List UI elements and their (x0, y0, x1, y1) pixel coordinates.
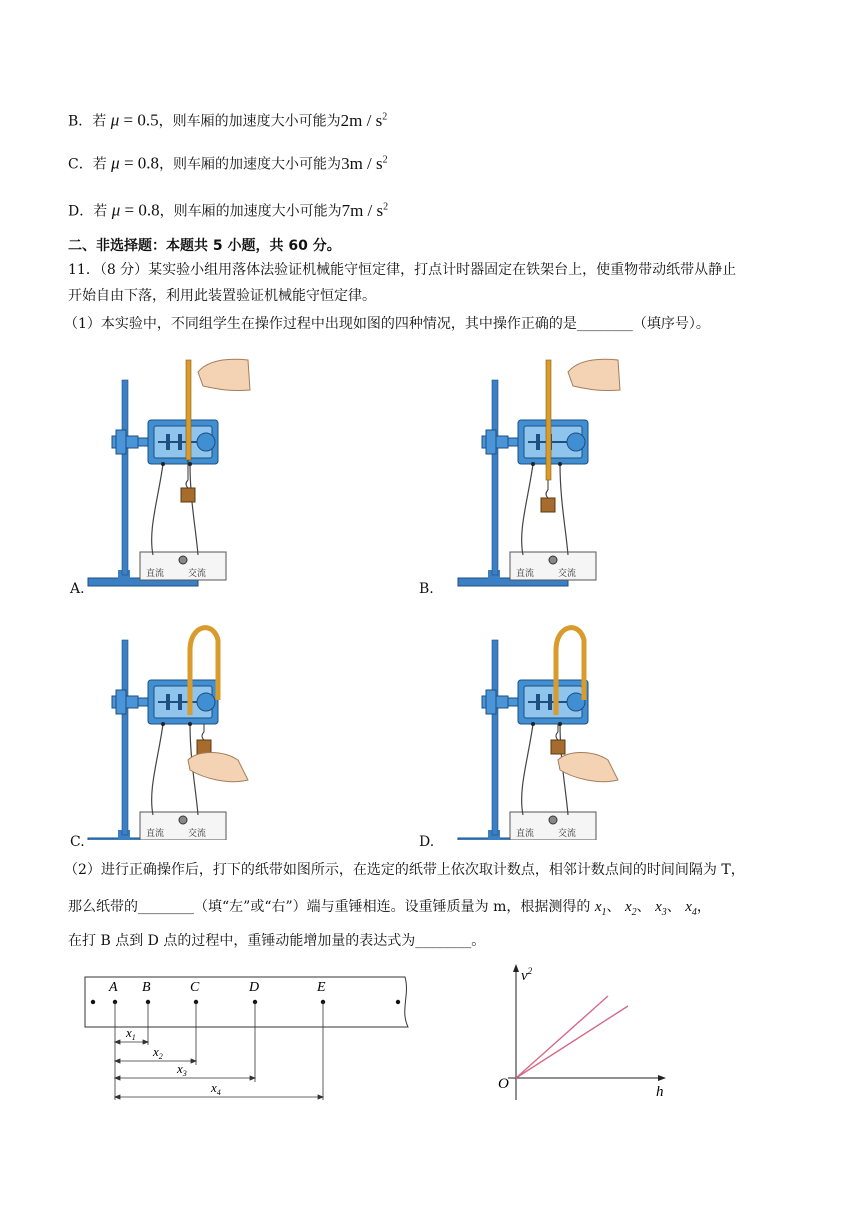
graph-xlabel: h (656, 1084, 664, 1100)
q11-part2-line1: （2）进行正确操作后，打下的纸带如图所示，在选定的纸带上依次取计数点，相邻计数点间的时间间隔为 T， (64, 862, 745, 878)
apparatus-figures (78, 340, 858, 840)
q11-part2-line2: 那么纸带的________（填“左”或“右”）端与重锤相连。设重锤质量为 m，根据测得的 $x_1$、 $x_2$、 $x_3$、 $x_4$， (68, 899, 711, 918)
point-b: B (142, 980, 151, 995)
q11-line2: 开始自由下落，利用此装置验证机械能守恒定律。 (68, 288, 376, 304)
figure-c-label: C. (70, 834, 85, 850)
tape-diagram (80, 965, 420, 1105)
point-d: D (249, 980, 260, 995)
graph-ylabel: $v^2$ (521, 966, 533, 984)
graph-origin: O (498, 1076, 509, 1092)
svg-text:交流: 交流 (188, 829, 207, 839)
q11-part2-line3: 在打 B 点到 D 点的过程中，重锤动能增加量的表达式为________。 (68, 933, 486, 949)
figure-b-label: B. (419, 581, 434, 597)
option-c: C．若 μ = 0.8，则车厢的加速度大小可能为$3m / s^2$ (68, 153, 388, 173)
svg-text:直流: 直流 (146, 829, 165, 839)
svg-text:交流: 交流 (188, 569, 207, 579)
svg-text:x4: $x_4$ (211, 1080, 221, 1097)
option-b: B．若 μ = 0.5，则车厢的加速度大小可能为$2m / s^2$ (68, 110, 388, 130)
point-e: E (317, 980, 326, 995)
point-c: C (190, 980, 200, 995)
section-heading: 二、非选择题：本题共 5 小题，共 60 分。 (68, 238, 341, 254)
svg-text:直流: 直流 (516, 569, 535, 579)
q11-line1: 11．（8 分）某实验小组用落体法验证机械能守恒定律，打点计时器固定在铁架台上，使重物带动纸带从静止 (68, 262, 737, 278)
svg-text:交流: 交流 (558, 829, 577, 839)
figure-a-label: A. (70, 581, 85, 597)
v2-h-graph (490, 960, 680, 1110)
svg-text:直流: 直流 (146, 569, 165, 579)
option-d: D．若 μ = 0.8，则车厢的加速度大小可能为$7m / s^2$ (68, 200, 389, 220)
figure-d-label: D. (419, 834, 435, 850)
svg-text:x1: $x_1$ (126, 1025, 136, 1042)
svg-text:x3: $x_3$ (177, 1061, 187, 1078)
svg-text:x2: $x_2$ (153, 1044, 163, 1061)
svg-text:直流: 直流 (516, 829, 535, 839)
q11-part1: （1）本实验中，不同组学生在操作过程中出现如图的四种情况，其中操作正确的是________（填序号）。 (64, 316, 710, 332)
point-a: A (109, 980, 118, 995)
svg-text:交流: 交流 (558, 569, 577, 579)
